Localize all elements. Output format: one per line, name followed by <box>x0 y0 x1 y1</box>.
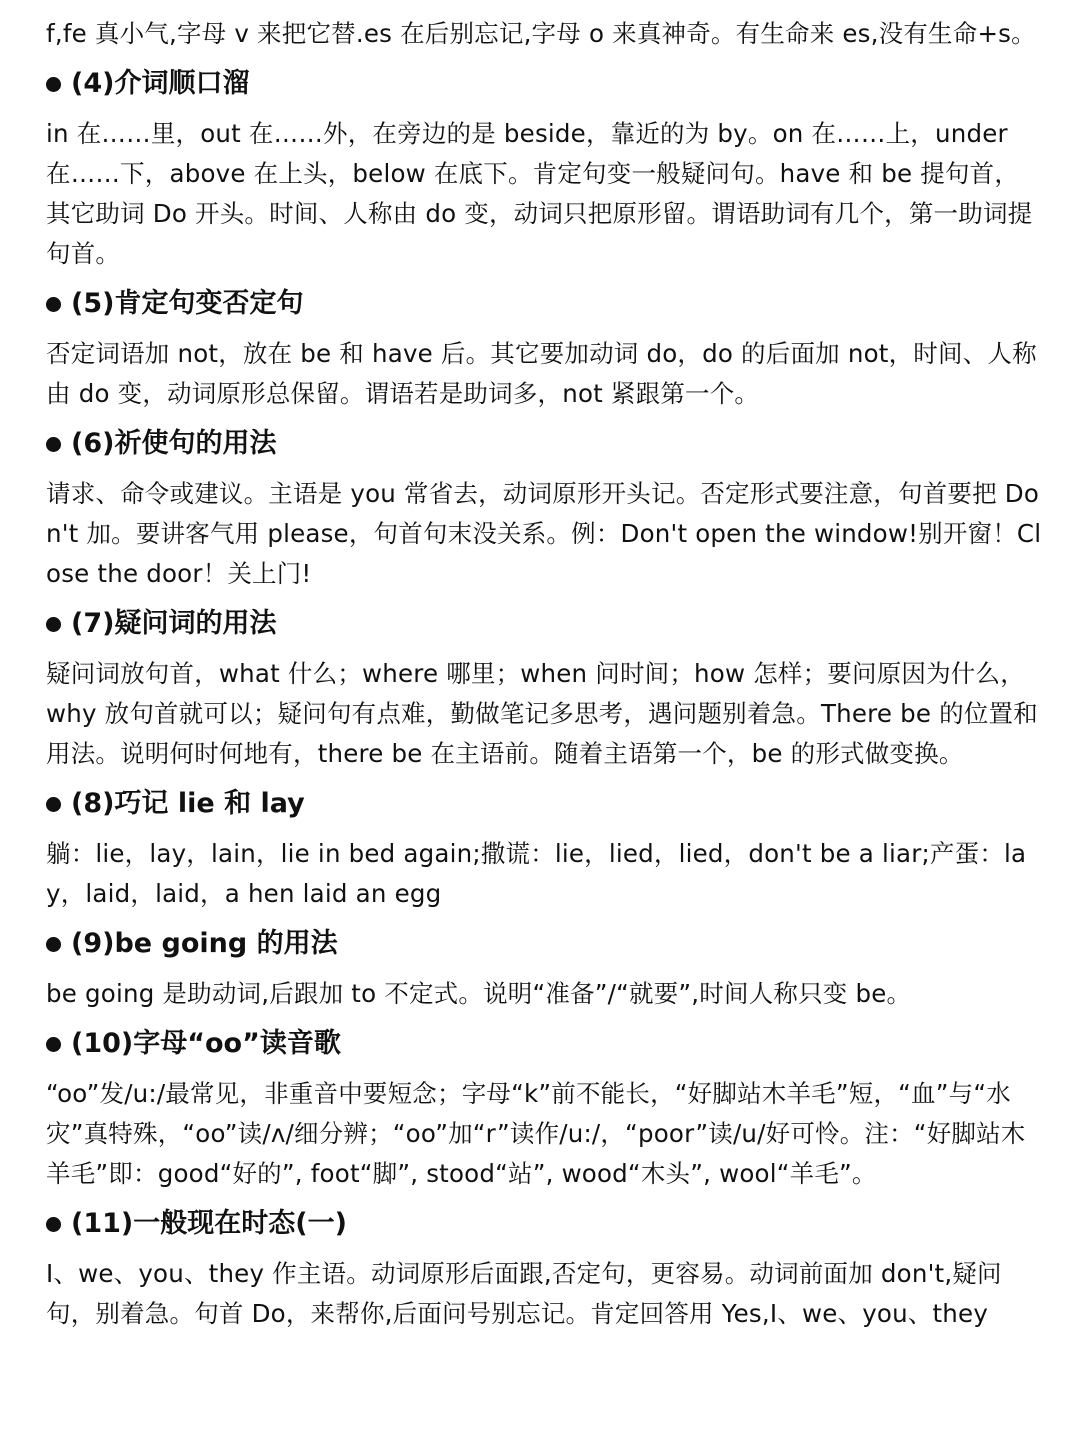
section-simple-present <box>46 1204 1042 1334</box>
bullet-icon <box>46 937 61 952</box>
section-lie-lay <box>46 784 1042 914</box>
bullet-icon <box>46 297 61 312</box>
section-heading <box>46 1024 1042 1064</box>
section-title: (7)疑问词的用法 <box>71 608 277 639</box>
document-page <box>46 14 1042 1334</box>
section-title: (10)字母“oo”读音歌 <box>71 1028 341 1059</box>
section-body: in 在……里，out 在……外，在旁边的是 beside，靠近的为 by。on 在……上，under 在……下，above 在上头，below 在底下。肯定句变一般疑问句。have 和 be 提句首，其它助词 Do 开头。时间、人称由 do 变，动词只把原形留。谓语助词有几个，第一助词提句首。 <box>46 119 1033 268</box>
intro-paragraph: f,fe 真小气,字母 v 来把它替.es 在后别忘记,字母 o 来真神奇。有生命来 es,没有生命+s。 <box>46 19 1036 48</box>
section-title: (8)巧记 lie 和 lay <box>71 788 305 819</box>
section-title: (9)be going 的用法 <box>71 928 338 959</box>
section-heading <box>46 424 1042 464</box>
section-prepositions <box>46 64 1042 274</box>
section-question-words <box>46 604 1042 774</box>
bullet-icon <box>46 617 61 632</box>
section-title: (11)一般现在时态(一) <box>71 1208 347 1239</box>
section-imperative <box>46 424 1042 594</box>
bullet-icon <box>46 437 61 452</box>
section-oo-pronunciation <box>46 1024 1042 1194</box>
section-title: (4)介词顺口溜 <box>71 68 250 99</box>
section-body: 请求、命令或建议。主语是 you 常省去，动词原形开头记。否定形式要注意，句首要把 Don't 加。要讲客气用 please，句首句末没关系。例：Don't open the window!别开窗！Close the door！关上门! <box>46 479 1042 588</box>
bullet-icon <box>46 797 61 812</box>
section-heading <box>46 1204 1042 1244</box>
section-body: “oo”发/u:/最常见，非重音中要短念；字母“k”前不能长，“好脚站木羊毛”短，“血”与“水灾”真特殊，“oo”读/ʌ/细分辨；“oo”加“r”读作/u:/，“poor”读/u/好可怜。注：“好脚站木羊毛”即：good“好的”, foot“脚”, stood“站”, wood“木头”, wool“羊毛”。 <box>46 1079 1026 1188</box>
section-heading <box>46 924 1042 964</box>
bullet-icon <box>46 77 61 92</box>
section-title: (5)肯定句变否定句 <box>71 288 304 319</box>
bullet-icon <box>46 1217 61 1232</box>
section-heading <box>46 64 1042 104</box>
section-heading <box>46 604 1042 644</box>
section-be-going <box>46 924 1042 1014</box>
section-body: 疑问词放句首，what 什么；where 哪里；when 问时间；how 怎样；要问原因为什么，why 放句首就可以；疑问句有点难，勤做笔记多思考，遇问题别着急。There be 的位置和用法。说明何时何地有，there be 在主语前。随着主语第一个，be 的形式做变换。 <box>46 659 1038 768</box>
bullet-icon <box>46 1037 61 1052</box>
section-body: 躺：lie，lay，lain，lie in bed again;撒谎：lie，lied，lied，don't be a liar;产蛋：lay，laid，laid，a hen laid an egg <box>46 839 1027 908</box>
section-title: (6)祈使句的用法 <box>71 428 277 459</box>
section-body: 否定词语加 not，放在 be 和 have 后。其它要加动词 do，do 的后面加 not，时间、人称由 do 变，动词原形总保留。谓语若是助词多，not 紧跟第一个。 <box>46 339 1037 408</box>
section-negative-sentence <box>46 284 1042 414</box>
section-heading <box>46 784 1042 824</box>
section-heading <box>46 284 1042 324</box>
section-body: be going 是助动词,后跟加 to 不定式。说明“准备”/“就要”,时间人称只变 be。 <box>46 979 912 1008</box>
section-body: I、we、you、they 作主语。动词原形后面跟,否定句，更容易。动词前面加 don't,疑问句，别着急。句首 Do，来帮你,后面问号别忘记。肯定回答用 Yes,I、we、you、they <box>46 1259 1002 1328</box>
